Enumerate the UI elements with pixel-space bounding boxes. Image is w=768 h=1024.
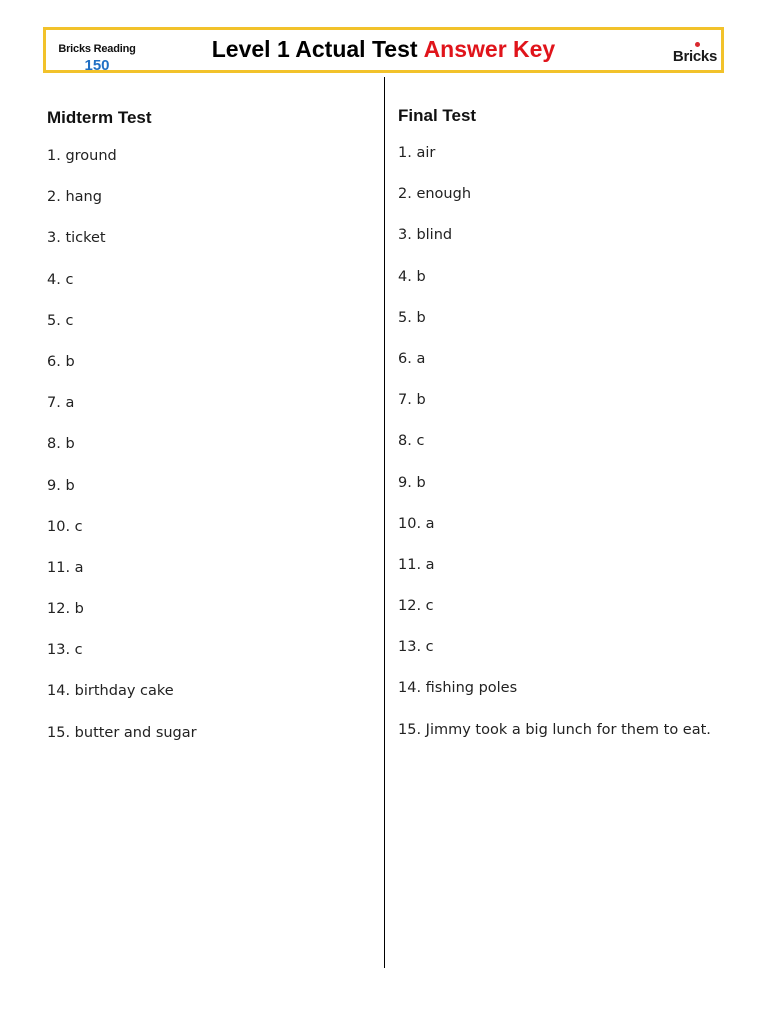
answer-item: 3. ticket xyxy=(47,230,106,247)
answer-item: 10. c xyxy=(47,518,83,535)
final-answer-list xyxy=(398,141,728,759)
answer-item: 1. ground xyxy=(47,148,117,164)
answer-item: 8. b xyxy=(47,436,75,453)
answer-item: 2. hang xyxy=(47,189,102,206)
answer-item: 4. b xyxy=(398,268,426,285)
answer-item: 13. c xyxy=(398,639,434,656)
midterm-answer-list xyxy=(47,144,377,762)
title-main: Level 1 Actual Test xyxy=(211,36,418,62)
answer-item: 5. c xyxy=(47,312,74,329)
answer-item: 11. a xyxy=(47,559,84,576)
answer-item: 1. air xyxy=(398,145,436,161)
answer-item: 14. fishing poles xyxy=(398,680,518,697)
series-level: 150 xyxy=(84,57,110,74)
answer-item: 5. b xyxy=(398,309,426,326)
answer-item: 6. b xyxy=(47,353,75,370)
column-divider xyxy=(384,77,385,968)
logo-dot-icon xyxy=(695,42,700,47)
final-column xyxy=(398,104,728,759)
answer-item: 9. b xyxy=(47,477,75,494)
answer-item: 9. b xyxy=(398,474,426,491)
answer-item: 13. c xyxy=(47,642,83,659)
answer-item: 15. butter and sugar xyxy=(47,724,197,741)
title-accent: Answer Key xyxy=(423,36,556,62)
header-banner xyxy=(43,27,724,73)
logo-text: Bricks xyxy=(672,48,717,65)
answer-item: 2. enough xyxy=(398,186,472,203)
answer-item: 8. c xyxy=(398,433,425,450)
answer-item: 10. a xyxy=(398,515,435,532)
bricks-logo xyxy=(673,48,717,65)
answer-item: 3. blind xyxy=(398,227,453,244)
answer-item: 12. c xyxy=(398,598,434,615)
answer-item: 4. c xyxy=(47,271,74,288)
answer-item: 7. a xyxy=(47,395,75,412)
series-name: Bricks Reading xyxy=(58,43,136,55)
midterm-column xyxy=(47,104,377,762)
answer-item: 12. b xyxy=(47,601,84,618)
answer-item: 6. a xyxy=(398,350,426,367)
answer-item: 11. a xyxy=(398,556,435,573)
answer-item: 15. Jimmy took a big lunch for them to eat. xyxy=(398,721,711,738)
final-heading: Final Test xyxy=(398,106,477,125)
answer-item: 7. b xyxy=(398,392,426,409)
page-title xyxy=(46,36,721,63)
answer-item: 14. birthday cake xyxy=(47,683,174,700)
midterm-heading: Midterm Test xyxy=(47,108,152,127)
